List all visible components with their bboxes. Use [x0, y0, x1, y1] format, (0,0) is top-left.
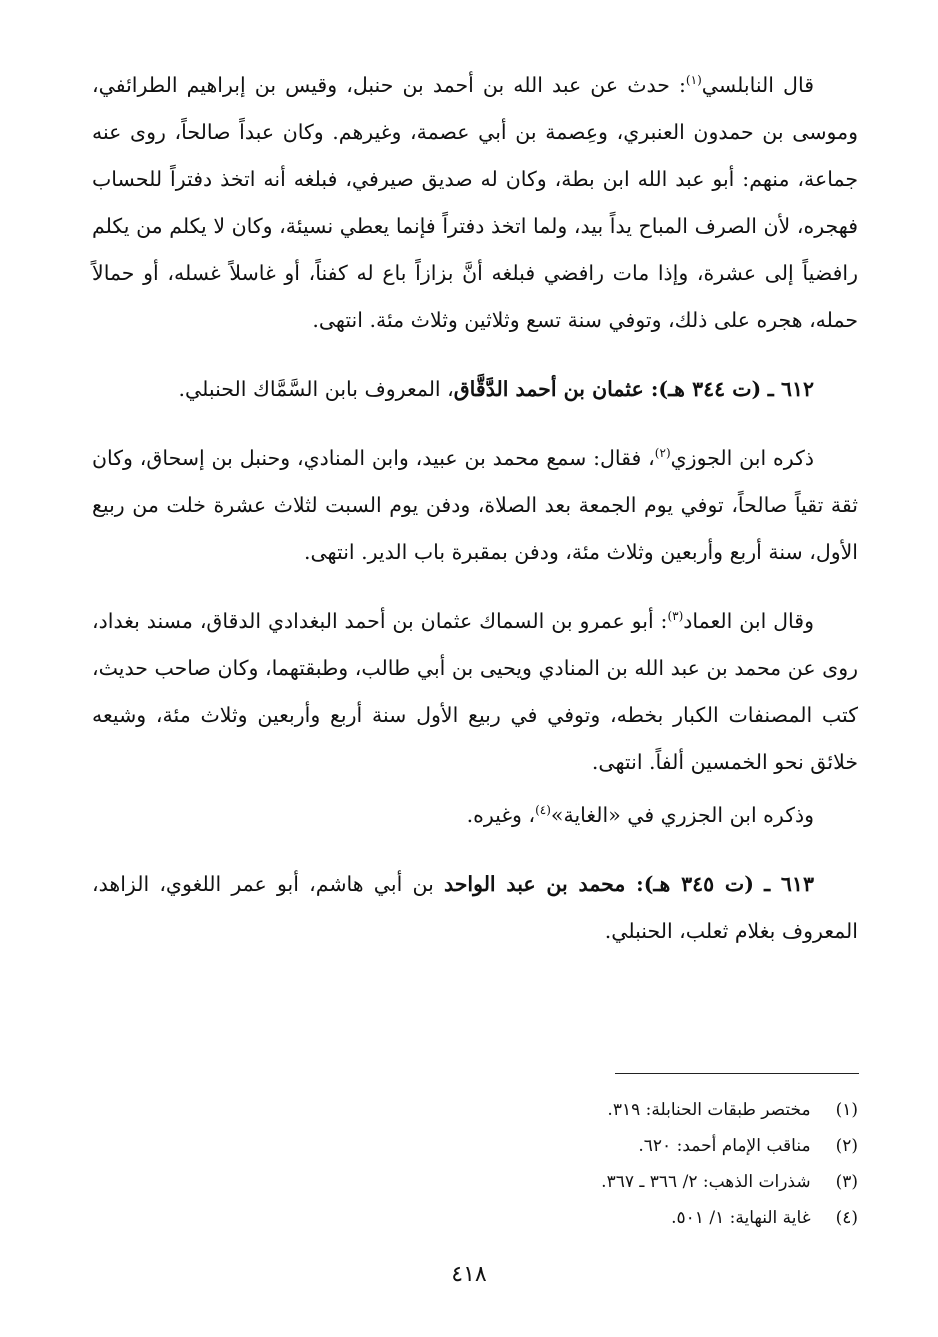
paragraph-ibn-jazari — [92, 792, 858, 839]
footnote-text: مختصر طبقات الحنابلة: ٣١٩. — [607, 1100, 811, 1120]
page-number: ٤١٨ — [451, 1262, 487, 1287]
paragraph-text-start: وقال ابن العماد — [683, 609, 815, 633]
footnote-marker: (١) — [685, 73, 702, 88]
paragraph-ibn-imad — [92, 598, 858, 786]
footnote-item — [92, 1200, 858, 1236]
paragraph-text: ، فقال: سمع محمد بن عبيد، وابن المنادي، وحنبل بن إسحاق، وكان ثقة تقياً صالحاً، توفي يوم الجمعة بعد الصلاة، ودفن يوم السبت لثلاث عشرة خلت من ربيع الأول، سنة أربع وأربعين وثلاث مئة، ودفن بمقبرة باب الدير. انتهى. — [92, 446, 858, 564]
paragraph-text-start: قال النابلسي — [701, 73, 814, 97]
footnote-number: (٣) — [835, 1172, 858, 1192]
footnote-item — [92, 1164, 858, 1200]
footnote-item — [92, 1092, 858, 1128]
footnote-number: (٤) — [835, 1208, 858, 1228]
footnote-item — [92, 1128, 858, 1164]
entry-description: بن أبي هاشم، أبو عمر اللغوي، الزاهد، المعروف بغلام ثعلب، الحنبلي. — [92, 872, 858, 943]
entry-name: عثمان بن أحمد الدَّقَّاق — [453, 377, 644, 401]
paragraph-text: : أبو عمرو بن السماك عثمان بن أحمد البغدادي الدقاق، مسند بغداد، روى عن محمد بن عبد الله بن المنادي ويحيى بن أبي طالب، وطبقتهما، وكان صاحب حديث، كتب المصنفات الكبار بخطه، وتوفي في ربيع الأول سنة أربع وأربعين وثلاث مئة، وشيعه خلائق نحو الخمسين ألفاً. انتهى. — [92, 609, 858, 774]
paragraph-ibn-jawzi — [92, 435, 858, 576]
footnote-number: (١) — [835, 1100, 858, 1120]
footnote-divider — [615, 1073, 859, 1074]
entry-death-date: (ت ٣٤٥ هـ) — [643, 872, 754, 896]
entry-number: ٦١٣ ـ — [764, 872, 814, 896]
footnote-text: مناقب الإمام أحمد: ٦٢٠. — [638, 1136, 811, 1156]
entry-613: ٦١٣ ـ (ت ٣٤٥ هـ): محمد بن عبد الواحد بن أبي هاشم، أبو عمر اللغوي، الزاهد، المعروف بغلام ثعلب، الحنبلي. — [92, 872, 858, 943]
paragraph-text: : حدث عن عبد الله بن أحمد بن حنبل، وقيس بن إبراهيم الطرائفي، وموسى بن حمدون العنبري، وعِصمة بن أبي عصمة، وغيرهم. وكان عبداً صالحاً، روى عنه جماعة، منهم: أبو عبد الله ابن بطة، وكان له صديق صيرفي، فبلغه أنه اتخذ دفتراً للحساب فهجره، لأن الصرف المباح يداً بيد، ولما اتخذ دفتراً فإنما يعطي نسيئة، وكان لا يكلم من يكلم رافضياً إلى عشرة، وإذا مات رافضي فبلغه أنَّ بزازاً باع له كفناً، أو غاسلاً غسله، أو حمالاً حمله، هجره على ذلك، وتوفي سنة تسع وثلاثين وثلاث مئة. انتهى. — [92, 73, 858, 332]
entry-description: ، المعروف بابن السَّمَّاك الحنبلي. — [178, 377, 454, 401]
footnote-marker: (٢) — [654, 446, 671, 461]
footnote-text: غاية النهاية: ١/ ٥٠١. — [671, 1208, 811, 1228]
paragraph-text-start: وذكره ابن الجزري في «الغاية» — [550, 803, 814, 827]
footnote-number: (٢) — [835, 1136, 858, 1156]
paragraph-text: ، وغيره. — [466, 803, 536, 827]
footnote-marker: (٤) — [535, 803, 551, 818]
entry-612: ٦١٢ ـ (ت ٣٤٤ هـ): عثمان بن أحمد الدَّقَّاق، المعروف بابن السَّمَّاك الحنبلي. — [178, 377, 814, 401]
entry-name: محمد بن عبد الواحد — [443, 872, 626, 896]
entry-number: ٦١٢ ـ — [767, 377, 814, 401]
paragraph-nabulsi — [92, 62, 858, 344]
footnote-text: شذرات الذهب: ٢/ ٣٦٦ ـ ٣٦٧. — [601, 1172, 811, 1192]
page-body — [92, 62, 858, 977]
footnotes — [92, 1092, 858, 1236]
footnote-marker: (٣) — [667, 609, 684, 624]
paragraph-text-start: ذكره ابن الجوزي — [670, 446, 814, 470]
entry-death-date: (ت ٣٤٤ هـ) — [658, 377, 762, 401]
